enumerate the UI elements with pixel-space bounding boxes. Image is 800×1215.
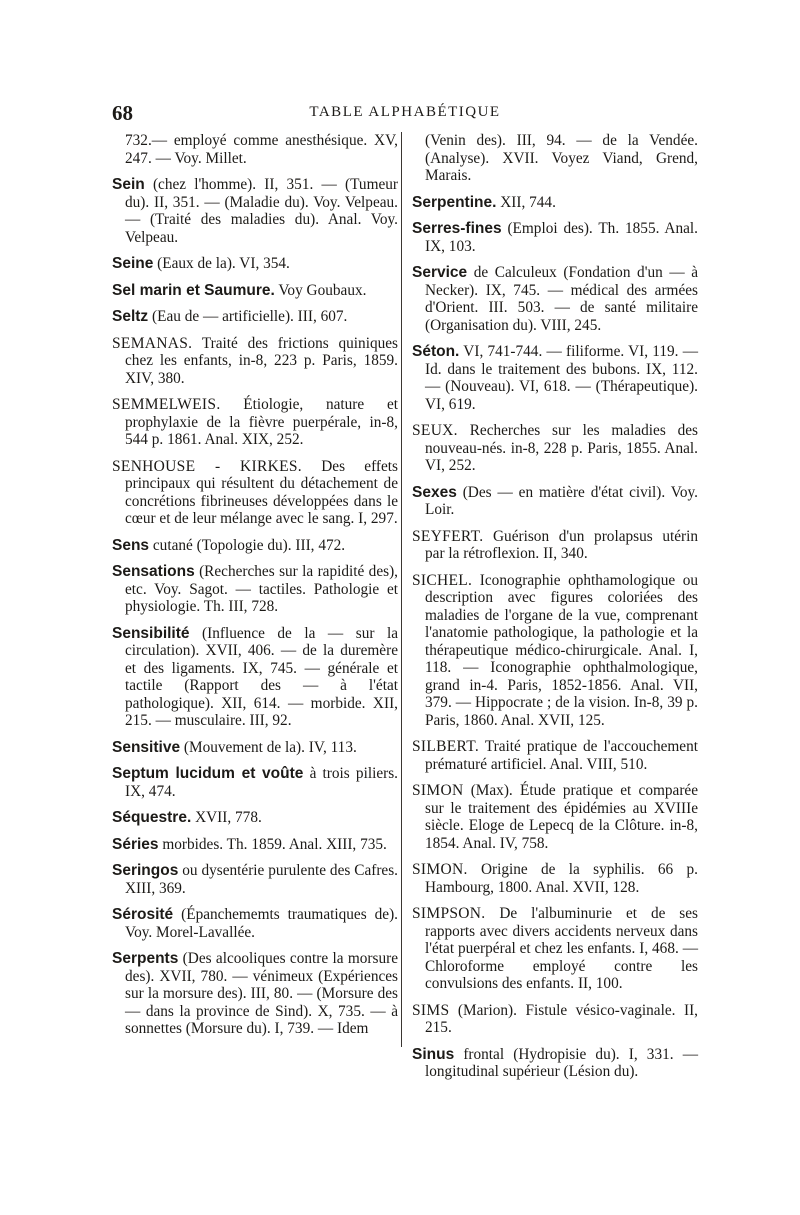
entry-headword: SIMPSON. (412, 905, 486, 922)
right-column (412, 132, 698, 1090)
entry-headword: SIMON. (412, 861, 468, 878)
index-entry (412, 905, 698, 993)
entry-text: Traité pratique de l'accouchement prématuré artificiel. Anal. VIII, 510. (425, 738, 698, 773)
entry-headword: Sensibilité (112, 624, 190, 642)
entry-headword: Sens (112, 536, 150, 554)
entry-headword: SEUX. (412, 422, 458, 439)
entry-text: (Eau de — artificielle). III, 607. (148, 308, 348, 325)
entry-headword: SEMMELWEIS. (112, 396, 221, 413)
left-column (112, 132, 398, 1047)
index-entry (112, 537, 398, 555)
index-entry (412, 343, 698, 413)
entry-text: frontal (Hydropisie du). I, 331. — longitudinal supérieur (Lésion du). (425, 1045, 698, 1080)
entry-headword: SILBERT. (412, 738, 480, 755)
index-entry (412, 528, 698, 563)
entry-headword: Sexes (412, 483, 457, 501)
entry-text: à trois piliers. IX, 474. (125, 765, 398, 800)
entry-headword: Seine (112, 255, 154, 272)
entry-headword: SEYFERT. (412, 527, 484, 545)
index-entry (112, 950, 398, 1038)
entry-headword: Seringos (112, 862, 179, 879)
index-entry (412, 861, 698, 896)
index-entry (112, 625, 398, 730)
entry-text: XVII, 778. (191, 809, 262, 826)
index-entry (112, 396, 398, 449)
index-entry (112, 176, 398, 246)
entry-text: Iconographie ophthamologique ou description avec figures coloriées des maladies de l'organe de la vue, comprenant l'anatomie pathologique, la pathologie et la thérapeutique médico-chirurgicale. Anal. I, 118. — Iconographie ophthalmologique, grand in-4. Paris, 1852-1856. Anal. VII, 379. — Hippocrate ; de la vision. In-8, 39 p. Paris, 1860. Anal. XVII, 125. (425, 571, 698, 729)
entry-headword: Sein (112, 176, 145, 193)
entry-text: (Influence de la — sur la circulation). XVII, 406. — de la duremère et des ligaments. IX, 745. — générale et tactile (Rapport des — à l'état pathologique). XII, 614. — morbide. XII, 215. — musculaire. III, 92. (125, 624, 398, 729)
entry-text: (Venin des). III, 94. — de la Vendée. (Analyse). XVII. Voyez Viand, Grend, Marais. (425, 132, 698, 184)
index-entry (112, 335, 398, 388)
entry-headword: SENHOUSE - KIRKES. (112, 457, 302, 475)
entry-text: (Des alcooliques contre la morsure des). XVII, 780. — vénimeux (Expériences sur la morsure des). III, 80. — (Morsure des — dans la province de Sind). X, 735. — à sonnettes (Morsure du). I, 739. — Idem (125, 950, 398, 1037)
index-entry (412, 1002, 698, 1037)
entry-text: (Épanchememts traumatiques de). Voy. Morel-Lavallée. (125, 906, 398, 941)
index-entry (412, 264, 698, 334)
index-entry (112, 809, 398, 827)
index-entry (412, 194, 698, 212)
index-entry (112, 862, 398, 897)
entry-headword: Séton. (412, 343, 460, 360)
entry-headword: Seltz (112, 308, 149, 325)
index-entry (412, 422, 698, 475)
entry-headword: Sensations (112, 563, 195, 580)
entry-headword: Séries (112, 835, 159, 853)
running-title: TABLE ALPHABÉTIQUE (309, 104, 501, 120)
entry-text: (chez l'homme). II, 351. — (Tumeur du). II, 351. — (Maladie du). Voy. Velpeau. — (Traité des maladies du). Anal. Voy. Velpeau. (125, 176, 398, 246)
entry-headword: Service (412, 264, 468, 281)
entry-headword: Serpents (112, 950, 179, 967)
column-divider (401, 132, 402, 1047)
index-entry (112, 563, 398, 616)
entry-text: (Max). Étude pratique et comparée sur le traitement des épidémies au XVIIIe siècle. Eloge de Lepecq de la Clôture. in-8, 1854. Anal. IV, 758. (425, 782, 698, 852)
index-entry (112, 458, 398, 528)
index-entry (112, 906, 398, 941)
entry-text: 732.— employé comme anesthésique. XV, 247. — Voy. Millet. (125, 132, 398, 167)
entry-text: (Recherches sur la rapidité des), etc. Voy. Sagot. — tactiles. Pathologie et physiologie. Th. III, 728. (125, 563, 398, 615)
entry-text: (Eaux de la). VI, 354. (153, 255, 290, 272)
entry-headword: Sérosité (112, 906, 174, 923)
index-entry (112, 739, 398, 757)
entry-text: Des effets principaux qui résultent du détachement de concrétions fibrineuses développées dans le cœur et de leur mélange avec le sang. I, 297. (125, 457, 398, 527)
entry-text: Guérison d'un prolapsus utérin par la rétroflexion. II, 340. (425, 527, 698, 562)
index-entry (412, 572, 698, 730)
page-header (112, 101, 698, 125)
index-entry (112, 765, 398, 800)
entry-headword: Sinus (412, 1045, 455, 1063)
index-entry (412, 738, 698, 773)
index-entry (112, 282, 398, 300)
entry-text: De l'albuminurie et de ses rapports avec divers accidents nerveux dans l'état puerpéral et chez les enfants. I, 468. — Chloroforme employé contre les convulsions des enfants. II, 100. (425, 905, 698, 992)
entry-text: ou dysentérie purulente des Cafres. XIII, 369. (125, 862, 398, 897)
index-entry (412, 1046, 698, 1081)
entry-headword: Sel marin et Saumure. (112, 281, 275, 299)
entry-text: Origine de la syphilis. 66 p. Hambourg, 1800. Anal. XVII, 128. (425, 861, 698, 896)
entry-text: Étiologie, nature et prophylaxie de la fièvre puerpérale, in-8, 544 p. 1861. Anal. XIX, 252. (125, 396, 398, 448)
index-entry (112, 132, 398, 167)
entry-text: morbides. Th. 1859. Anal. XIII, 735. (158, 835, 387, 853)
index-entry (112, 255, 398, 273)
entry-text: (Des — en matière d'état civil). Voy. Loir. (425, 483, 698, 518)
entry-headword: SIMS (412, 1001, 450, 1019)
entry-headword: Séquestre. (112, 809, 192, 826)
index-entry (412, 484, 698, 519)
index-entry (412, 782, 698, 852)
entry-text: Recherches sur les maladies des nouveau-nés. in-8, 228 p. Paris, 1855. Anal. VI, 252. (425, 422, 698, 474)
entry-headword: SIMON (412, 782, 464, 799)
index-entry (412, 132, 698, 185)
entry-headword: Septum lucidum et voûte (112, 765, 304, 782)
entry-text: XII, 744. (496, 193, 556, 211)
index-entry (112, 308, 398, 326)
entry-text: (Mouvement de la). IV, 113. (180, 738, 357, 756)
index-entry (412, 220, 698, 255)
entry-text: Traité des frictions quiniques chez les enfants, in-8, 223 p. Paris, 1859. XIV, 380. (125, 334, 398, 387)
entry-headword: SICHEL. (412, 571, 473, 589)
entry-text: VI, 741-744. — filiforme. VI, 119. — Id. dans le traitement des bubons. IX, 112. — (Nouveau). VI, 618. — (Thérapeutique). VI, 619. (425, 343, 698, 413)
entry-text: cutané (Topologie du). III, 472. (149, 536, 346, 554)
entry-text: de Calculeux (Fondation d'un — à Necker). IX, 745. — médical des armées d'Orient. III. 503. — de santé militaire (Organisation du). VIII, 245. (425, 264, 698, 334)
entry-headword: Serpentine. (412, 193, 497, 211)
entry-text: (Emploi des). Th. 1855. Anal. IX, 103. (425, 220, 698, 255)
index-entry (112, 836, 398, 854)
page-number: 68 (112, 101, 133, 125)
entry-headword: Serres-fines (412, 220, 502, 237)
entry-text: Voy Goubaux. (274, 281, 367, 299)
entry-headword: SEMANAS. (112, 334, 193, 352)
entry-text: (Marion). Fistule vésico-vaginale. II, 215. (425, 1001, 698, 1036)
entry-headword: Sensitive (112, 738, 181, 756)
